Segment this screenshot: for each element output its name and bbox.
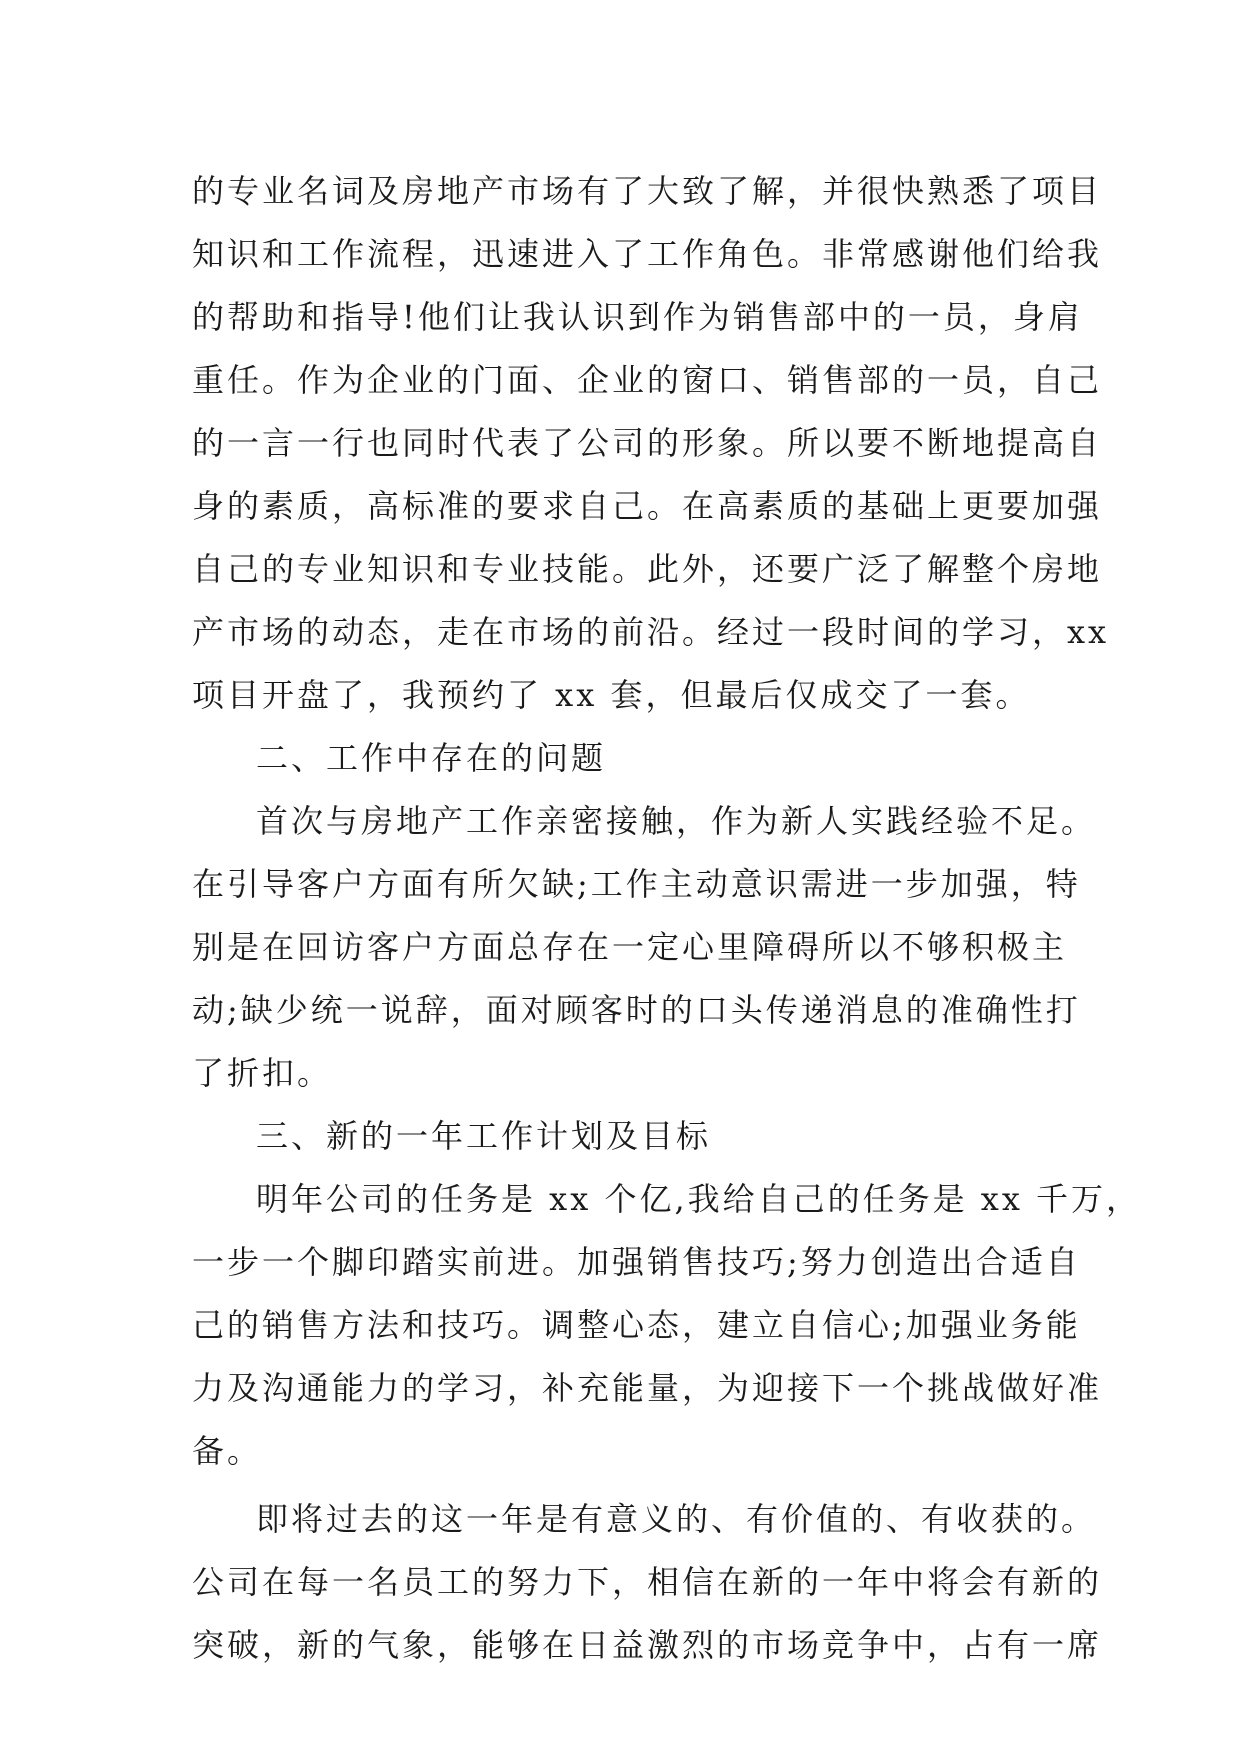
body-line: 的专业名词及房地产市场有了大致了解，并很快熟悉了项目 xyxy=(192,172,1103,210)
body-line: 备。 xyxy=(192,1432,263,1470)
body-line: 明年公司的任务是 xx 个亿,我给自己的任务是 xx 千万， xyxy=(256,1180,1142,1218)
body-line: 一步一个脚印踏实前进。加强销售技巧;努力创造出合适自 xyxy=(192,1243,1081,1281)
body-line: 的一言一行也同时代表了公司的形象。所以要不断地提高自 xyxy=(192,424,1103,462)
body-line: 己的销售方法和技巧。调整心态，建立自信心;加强业务能 xyxy=(192,1306,1081,1344)
document-body xyxy=(192,160,1142,1677)
body-line: 即将过去的这一年是有意义的、有价值的、有收获的。 xyxy=(256,1500,1097,1538)
section-heading-problems: 二、工作中存在的问题 xyxy=(256,739,607,777)
section-heading-plan: 三、新的一年工作计划及目标 xyxy=(256,1117,712,1155)
body-line: 在引导客户方面有所欠缺;工作主动意识需进一步加强，特 xyxy=(192,865,1081,903)
body-line: 产市场的动态，走在市场的前沿。经过一段时间的学习，xx xyxy=(192,613,1110,651)
body-line: 项目开盘了，我预约了 xx 套，但最后仅成交了一套。 xyxy=(192,676,1031,714)
body-line: 别是在回访客户方面总存在一定心里障碍所以不够积极主 xyxy=(192,928,1068,966)
body-line: 首次与房地产工作亲密接触，作为新人实践经验不足。 xyxy=(256,802,1097,840)
body-line: 身的素质，高标准的要求自己。在高素质的基础上更要加强 xyxy=(192,487,1103,525)
body-line: 重任。作为企业的门面、企业的窗口、销售部的一员，自己 xyxy=(192,361,1103,399)
body-line: 了折扣。 xyxy=(192,1054,333,1092)
body-line: 动;缺少统一说辞，面对顾客时的口头传递消息的准确性打 xyxy=(192,991,1081,1029)
body-line: 公司在每一名员工的努力下，相信在新的一年中将会有新的 xyxy=(192,1563,1103,1601)
body-line: 力及沟通能力的学习，补充能量，为迎接下一个挑战做好准 xyxy=(192,1369,1103,1407)
body-line: 突破，新的气象，能够在日益激烈的市场竞争中，占有一席 xyxy=(192,1626,1103,1664)
body-line: 自己的专业知识和专业技能。此外，还要广泛了解整个房地 xyxy=(192,550,1103,588)
body-line: 的帮助和指导!他们让我认识到作为销售部中的一员，身肩 xyxy=(192,298,1083,336)
body-line: 知识和工作流程，迅速进入了工作角色。非常感谢他们给我 xyxy=(192,235,1103,273)
